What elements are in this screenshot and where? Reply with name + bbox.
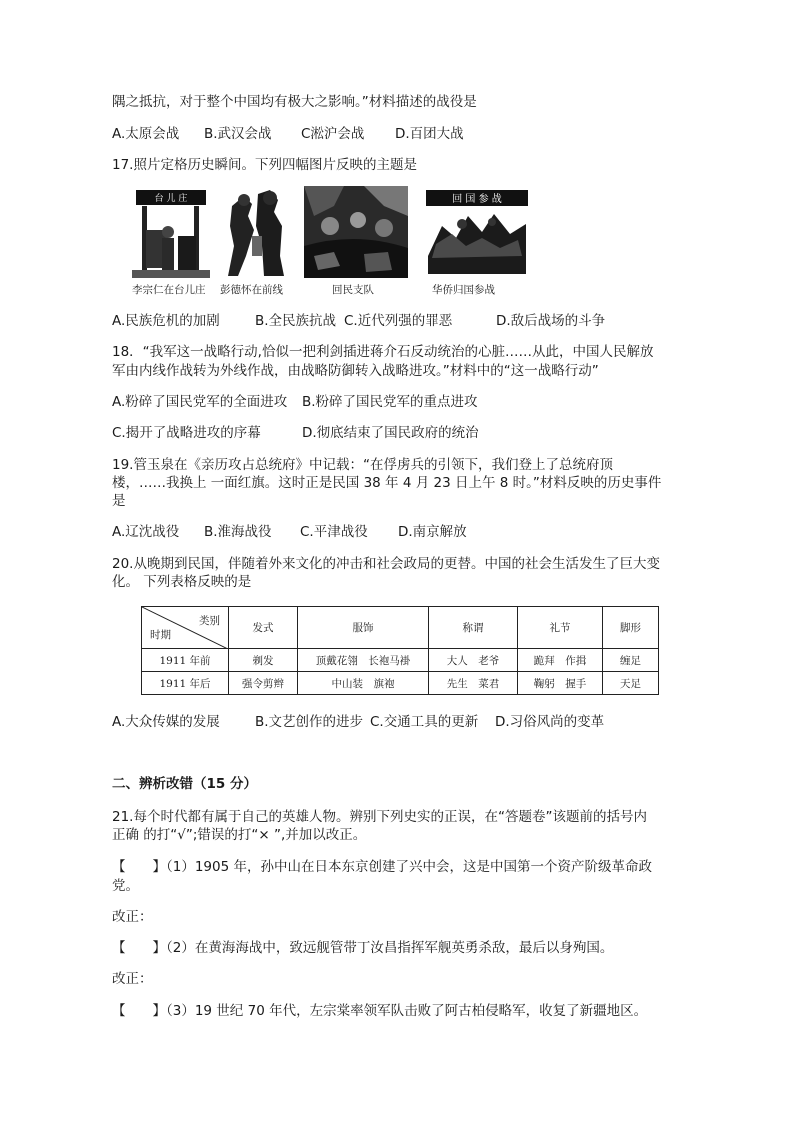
answer-bracket[interactable]: 【 】 [112, 859, 166, 875]
caption-li-zongren: 李宗仁在台儿庄 [132, 284, 206, 296]
q19-option-c[interactable]: C.平津战役 [300, 524, 368, 540]
photo-sign-text: 台 儿 庄 [154, 194, 188, 204]
q21-item-3-text: （3）19 世纪 70 年代，左宗棠率领军队击败了阿古柏侵略军，收复了新疆地区。 [166, 1003, 648, 1019]
header-etiquette: 礼节 [518, 607, 603, 649]
q17-option-b[interactable]: B.全民族抗战 [255, 313, 337, 329]
table-cell: 剃发 [229, 649, 298, 672]
q21-item-2-text: （2）在黄海海战中，致远舰管带丁汝昌指挥军舰英勇杀敌，最后以身殉国。 [166, 940, 614, 956]
photo-overseas-chinese [422, 186, 532, 278]
q16-option-d[interactable]: D.百团大战 [395, 126, 464, 142]
section-2-title: 二、辨析改错（15 分） [112, 776, 257, 792]
q18-line-1: 18．“我军这一战略行动,恰似一把利剑插进蒋介石反动统治的心脏……从此，中国人民解放 [112, 344, 654, 360]
q16-option-a[interactable]: A.太原会战 [112, 126, 180, 142]
q17-option-a[interactable]: A.民族危机的加剧 [112, 313, 220, 329]
q16-option-b[interactable]: B.武汉会战 [204, 126, 272, 142]
q20-option-d[interactable]: D.习俗风尚的变革 [495, 714, 605, 730]
photo-headline-text: 回 国 参 战 [452, 194, 502, 205]
photo-peng-dehuai [224, 186, 286, 278]
q21-line-2: 正确 的打“√”;错误的打“× ”,并加以改正。 [112, 827, 367, 843]
q17-option-c[interactable]: C.近代列强的罪恶 [344, 313, 453, 329]
q20-line-1: 20.从晚期到民国，伴随着外来文化的冲击和社会政局的更替。中国的社会生活发生了巨大变 [112, 556, 660, 572]
table-corner-cell [142, 607, 229, 649]
q20-options [112, 713, 604, 731]
fix-label: 改正： [112, 971, 153, 987]
table-cell: 大人 老爷 [429, 649, 518, 672]
q19-option-d[interactable]: D.南京解放 [398, 524, 467, 540]
q16-text: 隅之抵抗，对于整个中国均有极大之影响。”材料描述的战役是 [112, 94, 477, 110]
q21-item-1-text: （1）1905 年，孙中山在日本东京创建了兴中会，这是中国第一个资产阶级革命政 [166, 859, 652, 875]
photo-hui-detachment [304, 186, 408, 278]
q16-option-c[interactable]: C淞沪会战 [301, 126, 365, 142]
caption-peng-dehuai: 彭德怀在前线 [220, 284, 283, 296]
q18-option-a[interactable]: A.粉碎了国民党军的全面进攻 [112, 394, 288, 410]
q19-line-2: 楼，……我换上 一面红旗。这时正是民国 38 年 4 月 23 日上午 8 时。”材料反映的历史事件 [112, 475, 662, 491]
table-cell: 强令剪辫 [229, 672, 298, 695]
header-clothing: 服饰 [298, 607, 429, 649]
corner-category-label: 类别 [199, 615, 220, 627]
q19-option-a[interactable]: A.辽沈战役 [112, 524, 180, 540]
q19-line-1: 19.管玉泉在《亲历攻占总统府》中记载：“在俘虏兵的引领下，我们登上了总统府顶 [112, 457, 613, 473]
photo-li-zongren [132, 186, 210, 278]
caption-overseas-chinese: 华侨归国参战 [432, 284, 495, 296]
q17-option-d[interactable]: D.敌后战场的斗争 [496, 313, 606, 329]
q20-line-2: 化。 下列表格反映的是 [112, 574, 252, 590]
q19-options [112, 523, 467, 541]
row-period: 1911 年后 [142, 672, 229, 695]
header-hairstyle: 发式 [229, 607, 298, 649]
header-foot: 脚形 [603, 607, 659, 649]
q21-item-2 [112, 939, 613, 957]
q18-options-row-1 [112, 393, 478, 411]
q19-option-b[interactable]: B.淮海战役 [204, 524, 272, 540]
customs-table [141, 606, 659, 695]
q20-option-a[interactable]: A.大众传媒的发展 [112, 714, 220, 730]
q20-option-b[interactable]: B.文艺创作的进步 [255, 714, 364, 730]
q18-option-c[interactable]: C.揭开了战略进攻的序幕 [112, 425, 261, 441]
q17-stem: 17.照片定格历史瞬间。下列四幅图片反映的主题是 [112, 157, 417, 173]
q18-option-b[interactable]: B.粉碎了国民党军的重点进攻 [302, 394, 478, 410]
q21-line-1: 21.每个时代都有属于自己的英雄人物。辨别下列史实的正误，在“答题卷”该题前的括号内 [112, 809, 647, 825]
corner-period-label: 时期 [150, 629, 171, 641]
table-cell: 天足 [603, 672, 659, 695]
table-cell: 先生 菜君 [429, 672, 518, 695]
table-cell: 缠足 [603, 649, 659, 672]
q17-options [112, 312, 605, 330]
q18-line-2: 军由内线作战转为外线作战，由战略防御转入战略进攻。”材料中的“这一战略行动” [112, 363, 599, 379]
fix-label: 改正： [112, 909, 153, 925]
q18-option-d[interactable]: D.彻底结束了国民政府的统治 [302, 425, 479, 441]
row-period: 1911 年前 [142, 649, 229, 672]
answer-bracket[interactable]: 【 】 [112, 940, 166, 956]
q17-photos [132, 186, 532, 296]
q20-option-c[interactable]: C.交通工具的更新 [370, 714, 479, 730]
table-cell: 顶戴花翎 长袍马褂 [298, 649, 429, 672]
table-cell: 中山装 旗袍 [298, 672, 429, 695]
q21-item-1 [112, 858, 652, 876]
table-cell: 跪拜 作揖 [518, 649, 603, 672]
q16-options [112, 125, 464, 143]
q21-item-3 [112, 1002, 647, 1020]
caption-hui-detachment: 回民支队 [332, 284, 374, 296]
q21-item-1-cont: 党。 [112, 878, 139, 894]
q19-line-3: 是 [112, 493, 126, 509]
header-address: 称谓 [429, 607, 518, 649]
table-cell: 鞠躬 握手 [518, 672, 603, 695]
answer-bracket[interactable]: 【 】 [112, 1003, 166, 1019]
q18-options-row-2 [112, 424, 479, 442]
